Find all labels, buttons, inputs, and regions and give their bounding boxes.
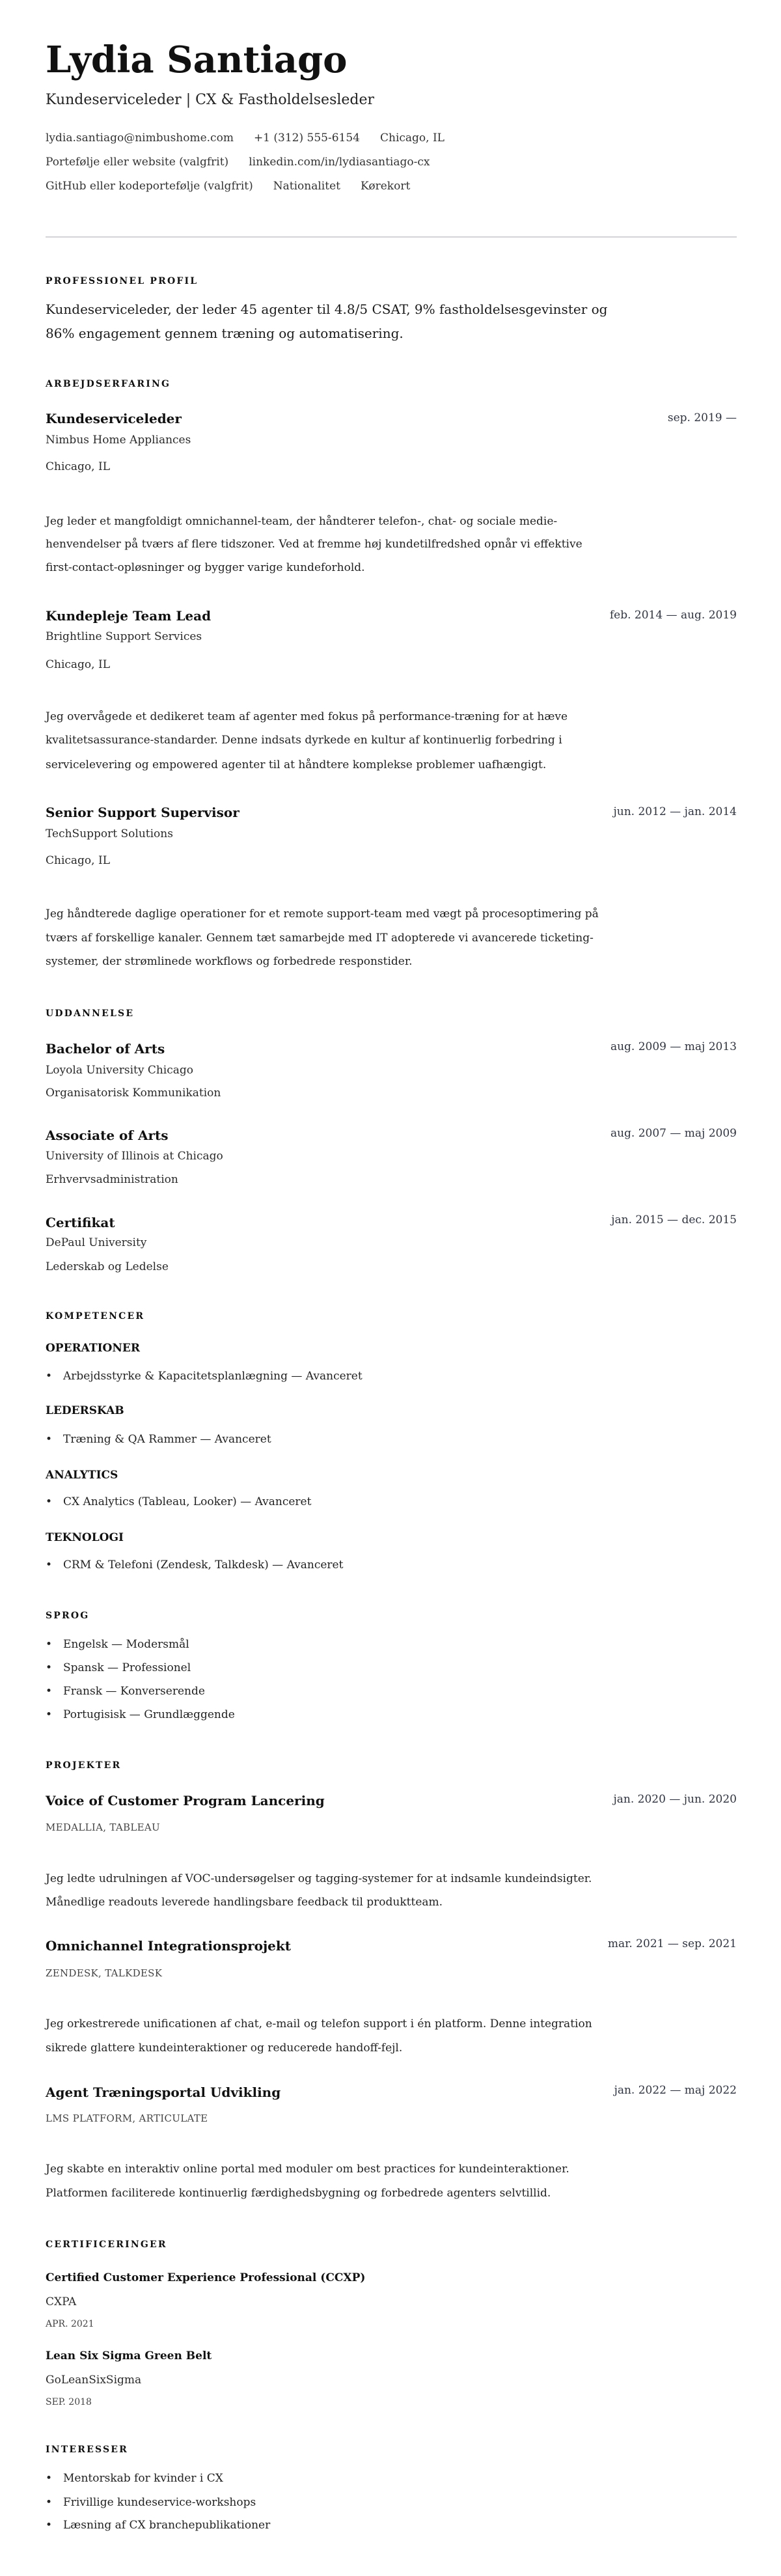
contact-row	[46, 133, 465, 144]
degree-title: Certifikat	[46, 1215, 115, 1230]
field-of-study: Lederskab og Ledelse	[46, 1260, 169, 1273]
drivers-license-text: Kørekort	[360, 180, 411, 193]
job-dates: jun. 2012 — jan. 2014	[613, 805, 737, 818]
bullet-icon: •	[46, 1370, 53, 1383]
school-name: DePaul University	[46, 1236, 147, 1249]
github-link[interactable]: GitHub eller kodeportefølje (valgfrit)	[46, 180, 253, 193]
bullet-icon: •	[46, 1495, 53, 1508]
interest-item: • Mentorskab for kvinder i CX	[46, 2472, 223, 2485]
job-location: Chicago, IL	[46, 658, 110, 671]
language-item: • Spansk — Professionel	[46, 1661, 191, 1674]
skill-group-heading: OPERATIONER	[46, 1342, 140, 1355]
project-title: Omnichannel Integrationsprojekt	[46, 1938, 292, 1954]
job-description: first-contact-opløsninger og bygger varige kundeforhold.	[46, 561, 365, 574]
education-dates: aug. 2009 — maj 2013	[610, 1040, 737, 1053]
language-item: • Portugisisk — Grundlæggende	[46, 1708, 235, 1721]
project-title: Voice of Customer Program Lancering	[46, 1793, 325, 1808]
profile-text: Kundeserviceleder, der leder 45 agenter til 4.8/5 CSAT, 9% fastholdelsesgevinster og	[46, 301, 608, 317]
job-dates: feb. 2014 — aug. 2019	[609, 609, 737, 622]
project-description: sikrede glattere kundeinteraktioner og reducerede handoff-fejl.	[46, 2042, 403, 2055]
section-heading-projects: PROJEKTER	[46, 1760, 122, 1771]
section-heading-profile: PROFESSIONEL PROFIL	[46, 276, 199, 286]
skill-item: • Arbejdsstyrke & Kapacitetsplanlægning — Avanceret	[46, 1370, 363, 1383]
job-description: henvendelser på tværs af flere tidszoner. Ved at fremme høj kundetilfredshed opnår vi effektive	[46, 538, 582, 551]
job-title: Kundeserviceleder	[46, 411, 182, 426]
certification-date: SEP. 2018	[46, 2397, 92, 2407]
bullet-icon: •	[46, 2472, 53, 2485]
field-of-study: Organisatorisk Kommunikation	[46, 1087, 221, 1100]
skill-group-heading: LEDERSKAB	[46, 1404, 124, 1417]
project-title: Agent Træningsportal Udvikling	[46, 2084, 281, 2100]
degree-title: Associate of Arts	[46, 1128, 169, 1143]
certification-issuer: GoLeanSixSigma	[46, 2374, 142, 2387]
project-tags: ZENDESK, TALKDESK	[46, 1967, 163, 1979]
contact-row	[46, 157, 450, 168]
certification-name: Certified Customer Experience Professional (CCXP)	[46, 2271, 366, 2284]
candidate-headline: Kundeserviceleder | CX & Fastholdelsesleder	[46, 92, 375, 108]
skill-group-heading: ANALYTICS	[46, 1469, 118, 1482]
project-description: Platformen faciliterede kontinuerlig færdighedsbygning og forbedrede agenters selvtillid.	[46, 2187, 551, 2200]
project-tags: LMS PLATFORM, ARTICULATE	[46, 2112, 208, 2124]
education-dates: aug. 2007 — maj 2009	[610, 1127, 737, 1140]
job-description: tværs af forskellige kanaler. Gennem tæt samarbejde med IT adopterede vi avancerede ticketing-	[46, 932, 594, 945]
job-company: TechSupport Solutions	[46, 827, 173, 840]
project-description: Månedlige readouts leverede handlingsbare feedback til produktteam.	[46, 1896, 443, 1909]
job-description: Jeg leder et mangfoldigt omnichannel-team, der håndterer telefon-, chat- og sociale medie-	[46, 515, 558, 528]
job-description: Jeg håndterede daglige operationer for et remote support-team med vægt på procesoptimering på	[46, 907, 599, 921]
project-dates: mar. 2021 — sep. 2021	[607, 1937, 737, 1950]
certification-date: APR. 2021	[46, 2319, 94, 2329]
bullet-icon: •	[46, 1638, 53, 1651]
education-dates: jan. 2015 — dec. 2015	[611, 1213, 737, 1226]
project-description: Jeg orkestrerede unificationen af chat, e-mail og telefon support i én platform. Denne integration	[46, 2017, 592, 2030]
skill-item: • CRM & Telefoni (Zendesk, Talkdesk) — Avanceret	[46, 1558, 344, 1572]
bullet-icon: •	[46, 1661, 53, 1674]
bullet-icon: •	[46, 1558, 53, 1572]
job-title: Senior Support Supervisor	[46, 805, 240, 820]
section-heading-certifications: CERTIFICERINGER	[46, 2239, 167, 2250]
degree-title: Bachelor of Arts	[46, 1041, 165, 1057]
bullet-icon: •	[46, 1433, 53, 1446]
interest-item: • Frivillige kundeservice-workshops	[46, 2496, 256, 2509]
project-dates: jan. 2022 — maj 2022	[614, 2084, 737, 2097]
section-heading-interests: INTERESSER	[46, 2444, 128, 2455]
job-description: kvalitetsassurance-standarder. Denne indsats dyrkede en kultur af kontinuerlig forbedring i	[46, 734, 562, 747]
language-item: • Fransk — Konverserende	[46, 1685, 205, 1698]
location-text: Chicago, IL	[379, 132, 445, 145]
portfolio-link[interactable]: Portefølje eller website (valgfrit)	[46, 156, 229, 169]
skill-group-heading: TEKNOLOGI	[46, 1531, 124, 1544]
linkedin-link[interactable]: linkedin.com/in/lydiasantiago-cx	[249, 156, 430, 169]
job-description: systemer, der strømlinede workflows og forbedrede responstider.	[46, 955, 413, 968]
email-link[interactable]: lydia.santiago@nimbushome.com	[46, 132, 234, 145]
nationality-text: Nationalitet	[273, 180, 340, 193]
certification-name: Lean Six Sigma Green Belt	[46, 2349, 212, 2362]
job-description: Jeg overvågede et dedikeret team af agenter med fokus på performance-træning for at hæve	[46, 710, 568, 723]
field-of-study: Erhvervsadministration	[46, 1173, 178, 1186]
section-heading-experience: ARBEJDSERFARING	[46, 379, 171, 389]
language-item: • Engelsk — Modersmål	[46, 1638, 189, 1651]
bullet-icon: •	[46, 1685, 53, 1698]
bullet-icon: •	[46, 2496, 53, 2509]
contact-row	[46, 181, 430, 192]
job-dates: sep. 2019 —	[667, 411, 737, 424]
project-description: Jeg skabte en interaktiv online portal med moduler om best practices for kundeinteraktioner.	[46, 2163, 569, 2176]
skill-item: • Træning & QA Rammer — Avanceret	[46, 1433, 271, 1446]
project-dates: jan. 2020 — jun. 2020	[613, 1793, 737, 1806]
interest-item: • Læsning af CX branchepublikationer	[46, 2519, 271, 2532]
certification-issuer: CXPA	[46, 2295, 77, 2308]
project-tags: MEDALLIA, TABLEAU	[46, 1821, 160, 1833]
job-title: Kundepleje Team Lead	[46, 608, 212, 624]
school-name: University of Illinois at Chicago	[46, 1150, 223, 1163]
job-company: Brightline Support Services	[46, 630, 202, 643]
skill-item: • CX Analytics (Tableau, Looker) — Avanceret	[46, 1495, 312, 1508]
header-divider	[46, 236, 737, 238]
job-location: Chicago, IL	[46, 854, 110, 867]
section-heading-skills: KOMPETENCER	[46, 1311, 145, 1322]
candidate-name: Lydia Santiago	[46, 38, 348, 81]
section-heading-languages: SPROG	[46, 1611, 90, 1621]
profile-text: 86% engagement gennem træning og automatisering.	[46, 325, 404, 341]
job-company: Nimbus Home Appliances	[46, 434, 191, 447]
project-description: Jeg ledte udrulningen af VOC-undersøgelser og tagging-systemer for at indsamle kundeindsigter.	[46, 1872, 592, 1885]
bullet-icon: •	[46, 2519, 53, 2532]
job-description: servicelevering og empowered agenter til at håndtere komplekse problemer uafhængigt.	[46, 758, 547, 771]
school-name: Loyola University Chicago	[46, 1064, 194, 1077]
job-location: Chicago, IL	[46, 460, 110, 473]
bullet-icon: •	[46, 1708, 53, 1721]
section-heading-education: UDDANNELSE	[46, 1008, 135, 1019]
phone-text: +1 (312) 555-6154	[253, 132, 360, 145]
